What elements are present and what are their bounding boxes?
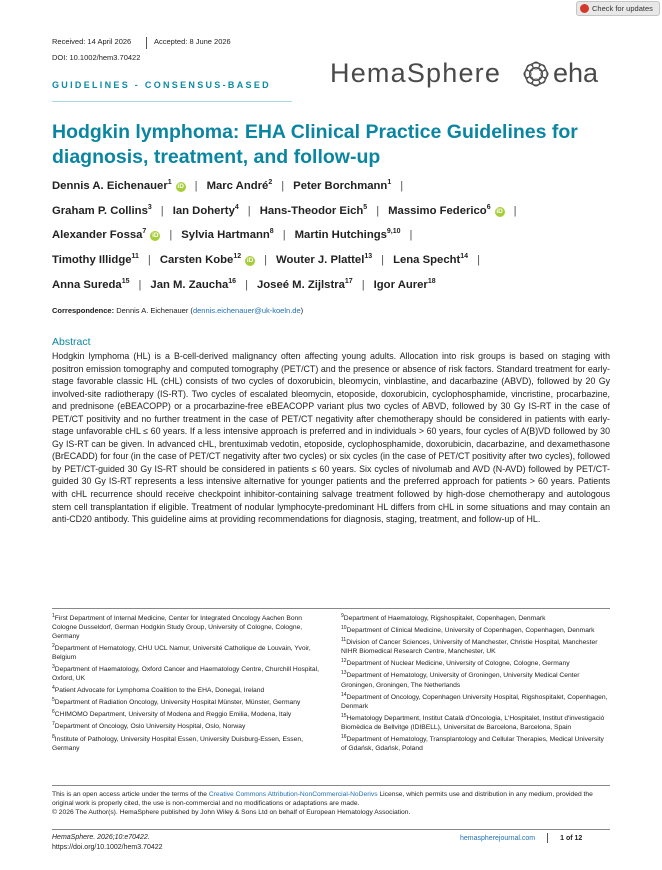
section-label: GUIDELINES - CONSENSUS-BASED bbox=[52, 80, 271, 90]
affiliation-number: 6 bbox=[52, 709, 55, 716]
abstract-heading: Abstract bbox=[52, 336, 91, 348]
author-name-text: Martin Hutchings bbox=[294, 229, 387, 242]
author-name bbox=[393, 254, 468, 266]
affiliation-item bbox=[52, 612, 322, 642]
accepted-date: Accepted: 8 June 2026 bbox=[154, 37, 231, 46]
orcid-icon[interactable]: iD bbox=[152, 232, 159, 240]
footer-divider bbox=[52, 829, 610, 830]
author-line bbox=[52, 271, 627, 296]
affiliations-right-column bbox=[341, 612, 611, 754]
author-separator: | bbox=[400, 179, 404, 192]
author-affiliation-number: 18 bbox=[427, 278, 436, 286]
author-name-text: Marc André bbox=[206, 179, 269, 192]
author-affiliation-number: 14 bbox=[460, 253, 469, 261]
orcid-icon[interactable]: iD bbox=[496, 207, 503, 215]
affiliation-number: 7 bbox=[52, 721, 55, 728]
author-affiliation-number: 9,10 bbox=[386, 228, 401, 236]
author-name bbox=[257, 279, 353, 291]
affiliation-item bbox=[341, 691, 611, 712]
author-list bbox=[52, 172, 627, 296]
author-name bbox=[52, 279, 129, 291]
affiliation-number: 16 bbox=[341, 733, 347, 740]
received-date: Received: 14 April 2026 bbox=[52, 37, 132, 46]
footer-divider-bar bbox=[547, 833, 548, 843]
journal-site-link[interactable]: hemaspherejournal.com bbox=[460, 834, 536, 842]
author-affiliation-number: 6 bbox=[486, 203, 491, 211]
author-separator: | bbox=[160, 204, 164, 217]
affiliation-number: 15 bbox=[341, 712, 347, 719]
author-separator: | bbox=[282, 229, 286, 242]
author-affiliation-number: 2 bbox=[268, 179, 273, 186]
author-name bbox=[52, 180, 186, 192]
journal-logo: HemaSphere bbox=[330, 58, 502, 88]
meta-divider bbox=[146, 37, 147, 49]
cc-license-link[interactable]: Creative Commons Attribution-NonCommercial-NoDerivs bbox=[208, 791, 378, 798]
abstract-text: Hodgkin lymphoma (HL) is a B-cell-derived malignancy often affecting young adults. Allocation into risk groups is based on staging with positron emission tomography and computed tomography (PET/CT) and the presence or absence of risk factors. Standard treatment for early-stage favorable classic HL (cHL) consists of two cycles of doxorubicin, bleomycin, vinblastine, and dacarbazine (ABVD), followed by 20 Gy involved-site radiotherapy (IS-RT). Two cycles of escalated bleomycin, etoposide, doxorubicin, cyclophosphamide, vincristine, procarbazine, and prednisone (eBEACOPP) or a procarbazine-free eBEACOPP variant plus two cycles of ABVD, followed by 30 Gy IS-RT in the case of PET/CT positivity and no further treatment in the case of PET/CT negativity after chemotherapy should be considered in patients with early-stage unfavorable cHL ≤ 60 years. If a less intensive approach is preferred and in individuals > 60 years, four cycles of A(B)VD followed by 30 Gy IS-RT can be given. In advanced cHL, brentuximab vedotin, etoposide, cyclophosphamide, doxorubicin, dacarbazine, and dexamethasone (BrECADD) for four (in the case of PET/CT negativity after two cycles) or six cycles (in the case of PET/CT positivity after two cycles), followed by PET/CT-guided 30 Gy IS-RT should be considered in patients ≤ 60 years. Six cycles of nivolumab and AVD (N-AVD) followed by PET/CT-guided 30 Gy IS-RT represents a less intensive alternative for younger patients and the preferred approach for patients > 60 years. Patients with cHL recurrence should receive checkpoint inhibitor-containing salvage treatment followed by high-dose chemotherapy and autologous stem cell transplantation if eligible. Treatment of nodular lymphocyte-predominant HL differs from cHL in some situations and may contain an anti-CD20 antibody. This guideline aims at providing recommendations for diagnosis, staging, treatment, and follow-up of HL. bbox=[52, 351, 610, 525]
affiliation-item bbox=[341, 657, 611, 669]
affiliation-text: Hematology Department, Institut Català d'Oncologia, L'Hospitalet, Institut d'investigació Biomèdica de Bellvitge (IDIBELL), Universitat de Barcelona, Barcelona, Spain bbox=[341, 714, 605, 731]
author-name-text: Timothy Illidge bbox=[52, 254, 132, 267]
affiliation-number: 4 bbox=[52, 685, 55, 692]
author-name bbox=[260, 205, 367, 217]
affiliation-number: 3 bbox=[52, 664, 55, 670]
author-separator: | bbox=[409, 229, 413, 242]
author-separator: | bbox=[381, 254, 385, 267]
author-separator: | bbox=[138, 278, 142, 291]
footer-citation bbox=[52, 833, 163, 853]
affiliation-item bbox=[341, 612, 611, 624]
author-name bbox=[52, 205, 152, 217]
affiliation-text: Division of Cancer Sciences, University of Manchester, Christie Hospital, Manchester NIHR Biomedical Research Centre, Manchester, UK bbox=[341, 639, 598, 656]
affiliation-item bbox=[52, 684, 322, 696]
author-name bbox=[295, 229, 401, 241]
affiliation-text: Department of Hematology, CHU UCL Namur, Université Catholique de Louvain, Yvoir, Belgium bbox=[52, 645, 311, 662]
author-line bbox=[52, 222, 627, 247]
author-name-text: Graham P. Collins bbox=[52, 204, 148, 217]
author-name-text: Sylvia Hartmann bbox=[181, 229, 270, 242]
author-name bbox=[173, 205, 239, 217]
affiliation-number: 1 bbox=[52, 613, 55, 619]
author-separator: | bbox=[376, 204, 380, 217]
author-affiliation-number: 16 bbox=[228, 278, 237, 286]
affiliation-number: 13 bbox=[341, 670, 347, 677]
affiliation-number: 5 bbox=[52, 697, 55, 704]
affiliation-item bbox=[341, 636, 611, 657]
affiliation-item bbox=[341, 669, 611, 690]
affiliation-text: Patient Advocate for Lymphoma Coalition to the EHA, Donegal, Ireland bbox=[54, 687, 265, 695]
author-affiliation-number: 1 bbox=[167, 179, 172, 186]
license-text-end: License, which permits use and distribution in any medium, provided the original work is properly cited, the use is non-commercial and no modifications or adaptations are made. bbox=[52, 791, 593, 808]
affiliation-text: Institute of Pathology, University Hospital Essen, University Duisburg-Essen, Essen, Germany bbox=[52, 735, 303, 752]
author-name bbox=[293, 180, 391, 192]
author-separator: | bbox=[169, 229, 173, 242]
affiliation-number: 8 bbox=[52, 733, 55, 740]
author-name bbox=[388, 205, 504, 217]
affiliation-text: Department of Hematology, Transplantology and Cellular Therapies, Medical University of Gdańsk, Gdańsk, Poland bbox=[341, 735, 604, 752]
eha-logo-text: eha bbox=[553, 58, 599, 88]
author-name bbox=[181, 229, 273, 241]
author-name-text: Lena Specht bbox=[393, 254, 461, 267]
author-separator: | bbox=[264, 254, 268, 267]
affiliation-item bbox=[52, 720, 322, 732]
affiliation-text: Department of Nuclear Medicine, University of Cologne, Cologne, Germany bbox=[346, 660, 570, 668]
author-name-text: Dennis A. Eichenauer bbox=[52, 179, 168, 192]
article-doi: DOI: 10.1002/hem3.70422 bbox=[52, 53, 141, 62]
author-affiliation-number: 4 bbox=[234, 203, 239, 211]
author-name-text: Ian Doherty bbox=[172, 204, 235, 217]
affiliation-item bbox=[52, 733, 322, 754]
copyright-notice: © 2026 The Author(s). HemaSphere published by John Wiley & Sons Ltd on behalf of European Hematology Association. bbox=[52, 809, 411, 817]
correspondence-name: Dennis A. Eichenauer bbox=[116, 306, 189, 315]
author-name bbox=[374, 279, 436, 291]
author-affiliation-number: 17 bbox=[344, 278, 353, 286]
author-name-text: Joseé M. Zijlstra bbox=[257, 278, 345, 291]
author-affiliation-number: 7 bbox=[142, 228, 147, 236]
eha-logo-icon bbox=[522, 60, 550, 88]
author-name-text: Wouter J. Plattel bbox=[276, 254, 365, 267]
affiliations-divider bbox=[52, 608, 610, 609]
article-title: Hodgkin lymphoma: EHA Clinical Practice Guidelines for diagnosis, treatment, and follow-up bbox=[52, 121, 578, 168]
author-name-text: Carsten Kobe bbox=[159, 254, 234, 267]
affiliation-item bbox=[52, 708, 322, 720]
affiliation-number: 2 bbox=[52, 642, 55, 649]
author-name bbox=[276, 254, 372, 266]
author-separator: | bbox=[281, 179, 285, 192]
affiliation-item bbox=[341, 624, 611, 636]
author-separator: | bbox=[194, 179, 198, 192]
author-affiliation-number: 11 bbox=[131, 253, 139, 261]
author-separator: | bbox=[247, 204, 251, 217]
affiliation-item bbox=[341, 733, 611, 754]
correspondence-email-link[interactable]: dennis.eichenauer@uk-koeln.de bbox=[192, 306, 301, 315]
check-for-updates-button[interactable] bbox=[576, 1, 660, 16]
orcid-icon[interactable]: iD bbox=[177, 182, 184, 190]
author-name bbox=[150, 279, 236, 291]
author-separator: | bbox=[361, 278, 365, 291]
affiliation-text: First Department of Internal Medicine, Center for Integrated Oncology Aachen Bonn Cologne Dusseldorf, German Hodgkin Study Group, University of Cologne, Cologne, Germany bbox=[52, 615, 303, 641]
author-separator: | bbox=[245, 278, 248, 291]
page-number: 1 of 12 bbox=[560, 834, 583, 842]
author-affiliation-number: 15 bbox=[121, 278, 130, 286]
author-name-text: Jan M. Zaucha bbox=[150, 278, 229, 291]
section-underline bbox=[52, 101, 292, 102]
author-affiliation-number: 3 bbox=[147, 203, 152, 211]
author-name bbox=[160, 254, 255, 266]
affiliation-number: 9 bbox=[341, 613, 344, 619]
author-line bbox=[52, 197, 627, 222]
affiliation-text: Department of Oncology, Copenhagen University Hospital, Rigshospitalet, Copenhagen, Denmark bbox=[341, 693, 608, 710]
author-name bbox=[52, 229, 160, 241]
affiliation-number: 12 bbox=[341, 658, 347, 665]
doi-url-link[interactable]: https://doi.org/10.1002/hem3.70422 bbox=[52, 844, 163, 851]
affiliation-text: CHIMOMO Department, University of Modena and Reggio Emilia, Modena, Italy bbox=[54, 711, 292, 719]
author-name-text: Hans-Theodor Eich bbox=[259, 204, 364, 217]
license-text-start: This is an open access article under the terms of the bbox=[52, 791, 209, 798]
affiliation-text: Department of Haematology, Oxford Cancer and Haematology Centre, Churchill Hospital, Oxford, UK bbox=[52, 666, 319, 683]
check-updates-label: Check for updates bbox=[592, 4, 653, 13]
author-affiliation-number: 8 bbox=[269, 228, 274, 236]
affiliation-number: 14 bbox=[341, 691, 347, 698]
author-name-text: Anna Sureda bbox=[52, 278, 122, 291]
author-separator: | bbox=[477, 254, 480, 267]
affiliation-text: Department of Radiation Oncology, University Hospital Münster, Münster, Germany bbox=[54, 699, 301, 707]
affiliation-number: 10 bbox=[341, 625, 347, 632]
author-line bbox=[52, 172, 627, 197]
author-name-text: Igor Aurer bbox=[373, 278, 428, 291]
author-name bbox=[52, 254, 139, 266]
citation-text: HemaSphere. 2026;10:e70422. bbox=[52, 834, 150, 841]
license-divider bbox=[52, 785, 610, 786]
author-name bbox=[207, 180, 273, 192]
affiliation-text: Department of Hematology, University of Groningen, University Medical Center Groningen, Groningen, The Netherlands bbox=[341, 672, 580, 689]
affiliation-item bbox=[52, 642, 322, 663]
affiliation-item bbox=[341, 712, 611, 733]
crossmark-icon bbox=[580, 4, 589, 13]
orcid-icon[interactable]: iD bbox=[246, 257, 254, 265]
author-name-text: Alexander Fossa bbox=[52, 229, 143, 242]
affiliation-item bbox=[52, 663, 322, 684]
affiliation-text: Department of Oncology, Oslo University Hospital, Oslo, Norway bbox=[54, 723, 246, 731]
author-affiliation-number: 5 bbox=[363, 203, 368, 211]
footer-right bbox=[460, 833, 582, 843]
correspondence: Correspondence: Dennis A. Eichenauer (dennis.eichenauer@uk-koeln.de) bbox=[52, 306, 304, 315]
affiliation-text: Department of Clinical Medicine, University of Copenhagen, Copenhagen, Denmark bbox=[346, 627, 595, 635]
license-notice bbox=[52, 790, 610, 818]
author-affiliation-number: 12 bbox=[233, 253, 242, 261]
author-affiliation-number: 13 bbox=[364, 253, 373, 261]
correspondence-label: Correspondence: bbox=[52, 306, 115, 315]
affiliation-number: 11 bbox=[341, 637, 347, 644]
author-separator: | bbox=[147, 254, 151, 267]
author-affiliation-number: 1 bbox=[387, 179, 392, 186]
affiliation-text: Department of Haematology, Rigshospitalet, Copenhagen, Denmark bbox=[343, 615, 546, 623]
author-separator: | bbox=[513, 204, 517, 217]
author-line bbox=[52, 246, 627, 271]
author-name-text: Peter Borchmann bbox=[293, 179, 388, 192]
affiliations-left-column bbox=[52, 612, 322, 754]
author-name-text: Massimo Federico bbox=[388, 204, 487, 217]
affiliation-item bbox=[52, 696, 322, 708]
